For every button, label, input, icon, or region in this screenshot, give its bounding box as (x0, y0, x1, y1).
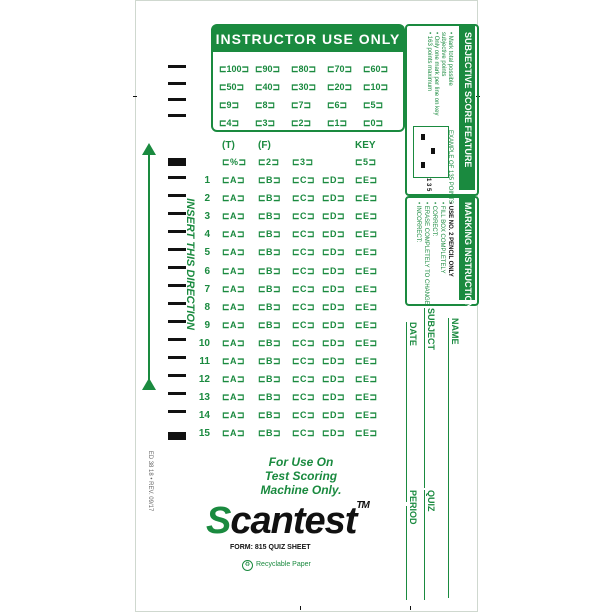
answer-bubble[interactable]: ⊏A⊐ (222, 337, 246, 348)
answer-bubble[interactable]: ⊏D⊐ (322, 175, 346, 185)
answer-bubble[interactable]: ⊏D⊐ (322, 337, 346, 348)
answer-bubble[interactable]: ⊏D⊐ (322, 356, 346, 366)
answer-bubble[interactable]: ⊏D⊐ (322, 410, 346, 421)
answer-bubble[interactable]: ⊏E⊐ (355, 265, 378, 276)
question-number: 13 (198, 392, 210, 404)
marking-line: • ERASE COMPLETELY TO CHANGE (423, 202, 429, 305)
answer-bubble[interactable]: ⊏A⊐ (222, 175, 246, 185)
answer-bubble[interactable]: ⊏C⊐ (292, 319, 316, 330)
for-use-line: Machine Only. (260, 483, 342, 497)
timing-mark (168, 98, 186, 101)
form-label: FORM: 815 QUIZ SHEET (230, 544, 311, 551)
instructor-score-bubble[interactable]: ⊏100⊐ (219, 64, 250, 74)
example-mark (431, 148, 435, 154)
answer-bubble[interactable]: ⊏B⊐ (258, 319, 282, 330)
quiz-field-label: QUIZ (426, 490, 436, 512)
answer-bubble[interactable]: ⊏D⊐ (322, 319, 346, 330)
answer-bubble[interactable]: ⊏E⊐ (355, 175, 378, 185)
for-use-note (255, 455, 347, 497)
answer-bubble[interactable]: ⊏B⊐ (258, 428, 282, 439)
answer-bubble[interactable]: ⊏C⊐ (292, 193, 316, 204)
instructor-score-bubble[interactable]: ⊏30⊐ (291, 82, 317, 92)
subjective-example-values: 1 3 5 (425, 178, 431, 192)
arrow-line (148, 150, 150, 390)
instructor-score-bubble[interactable]: ⊏3⊐ (255, 118, 276, 128)
answer-bubble[interactable]: ⊏E⊐ (355, 428, 378, 439)
subjective-score-panel (405, 24, 479, 205)
instructor-score-bubble[interactable]: ⊏90⊐ (255, 64, 281, 74)
answer-bubble[interactable]: ⊏B⊐ (258, 247, 282, 258)
answer-bubble[interactable]: ⊏C⊐ (292, 175, 316, 185)
answer-bubble[interactable]: ⊏C⊐ (292, 283, 316, 294)
marking-instructions-panel (405, 196, 479, 315)
subject-field-label: SUBJECT (426, 308, 436, 351)
timing-mark (168, 114, 186, 117)
answer-bubble[interactable]: ⊏D⊐ (322, 374, 346, 385)
answer-bubble[interactable]: ⊏E⊐ (355, 193, 378, 204)
answer-bubble[interactable]: ⊏A⊐ (222, 392, 246, 403)
question-number: 14 (198, 410, 210, 422)
answer-bubble[interactable]: ⊏C⊐ (292, 211, 316, 222)
column-header-key: KEY (355, 140, 376, 151)
answer-bubble[interactable]: ⊏D⊐ (322, 301, 346, 312)
instructor-title: INSTRUCTOR USE ONLY (213, 26, 403, 52)
answer-bubble[interactable]: ⊏E⊐ (355, 392, 378, 403)
answer-bubble[interactable]: ⊏C⊐ (292, 428, 316, 439)
answer-bubble[interactable]: ⊏E⊐ (355, 374, 378, 385)
question-number: 10 (198, 337, 210, 349)
insert-direction-label: INSERT THIS DIRECTION (184, 198, 196, 330)
timing-mark (168, 392, 186, 395)
question-number: 9 (204, 319, 210, 331)
quiz-field-line[interactable] (424, 490, 425, 600)
question-number: 11 (199, 356, 210, 367)
answer-bubble[interactable]: ⊏B⊐ (258, 410, 282, 421)
instructor-score-bubble[interactable]: ⊏8⊐ (255, 100, 276, 110)
instructor-score-bubble[interactable]: ⊏60⊐ (363, 64, 389, 74)
answer-bubble[interactable]: ⊏C⊐ (292, 265, 316, 276)
edge-mark (300, 606, 301, 610)
answer-bubble[interactable]: ⊏D⊐ (322, 283, 346, 294)
date-field-line[interactable] (406, 322, 407, 502)
answer-bubble[interactable]: ⊏E⊐ (355, 229, 378, 240)
column-header-false: (F) (258, 140, 271, 151)
answer-bubble[interactable]: ⊏E⊐ (355, 247, 378, 258)
answer-bubble[interactable]: ⊏D⊐ (322, 247, 346, 258)
answer-bubble[interactable]: ⊏E⊐ (355, 301, 378, 312)
answer-bubble[interactable]: ⊏A⊐ (222, 283, 246, 294)
instructor-score-bubble[interactable]: ⊏80⊐ (291, 64, 317, 74)
answer-bubble[interactable]: ⊏A⊐ (222, 247, 246, 258)
answer-bubble[interactable]: ⊏B⊐ (258, 301, 282, 312)
arrow-up-icon (142, 378, 156, 390)
answer-bubble[interactable]: ⊏C⊐ (292, 229, 316, 240)
answer-bubble[interactable]: ⊏B⊐ (258, 211, 282, 222)
answer-bubble[interactable]: ⊏A⊐ (222, 319, 246, 330)
instructor-score-bubble[interactable]: ⊏5⊐ (363, 100, 384, 110)
question-number: 4 (204, 229, 210, 241)
edge-mark (410, 606, 411, 610)
answer-bubble[interactable]: ⊏B⊐ (258, 337, 282, 348)
answer-bubble[interactable]: ⊏E⊐ (355, 337, 378, 348)
answer-bubble[interactable]: ⊏C⊐ (292, 392, 316, 403)
answer-bubble[interactable]: ⊏A⊐ (222, 410, 246, 421)
instructor-score-bubble[interactable]: ⊏2⊐ (291, 118, 312, 128)
answer-bubble[interactable]: ⊏D⊐ (322, 193, 346, 204)
timing-mark (168, 176, 186, 179)
answer-bubble[interactable]: ⊏C⊐ (292, 337, 316, 348)
column-header-true: (T) (222, 140, 235, 151)
answer-bubble[interactable]: ⊏B⊐ (258, 265, 282, 276)
name-field-label: NAME (450, 318, 460, 345)
answer-bubble[interactable]: ⊏A⊐ (222, 193, 246, 204)
timing-mark (168, 158, 186, 166)
subjective-note: • Mark total possible (447, 32, 453, 86)
timing-mark (168, 356, 186, 359)
answer-bubble[interactable]: ⊏A⊐ (222, 211, 246, 222)
answer-bubble[interactable]: ⊏D⊐ (322, 229, 346, 240)
timing-mark (168, 65, 186, 68)
question-number: 12 (198, 374, 210, 386)
answer-bubble[interactable]: ⊏A⊐ (222, 374, 246, 385)
answer-bubble[interactable]: ⊏A⊐ (222, 229, 246, 240)
marking-title: MARKING INSTRUCTIONS (463, 202, 473, 315)
answer-bubble[interactable]: ⊏C⊐ (292, 410, 316, 421)
key-bubble[interactable]: ⊏%⊐ (222, 157, 247, 167)
answer-bubble[interactable]: ⊏A⊐ (222, 428, 246, 439)
answer-bubble[interactable]: ⊏C⊐ (292, 356, 316, 366)
answer-bubble[interactable]: ⊏C⊐ (292, 247, 316, 258)
instructor-score-bubble[interactable]: ⊏40⊐ (255, 82, 281, 92)
subjective-example: EXAMPLE OF 135 POINTS (447, 130, 453, 205)
marking-line: • INCORRECT: (415, 202, 421, 243)
answer-bubble[interactable]: ⊏B⊐ (258, 193, 282, 204)
instructor-score-bubble[interactable]: ⊏4⊐ (219, 118, 240, 128)
instructor-score-bubble[interactable]: ⊏6⊐ (327, 100, 348, 110)
question-number: 2 (204, 193, 210, 205)
question-number: 6 (204, 265, 210, 277)
edge-mark (133, 96, 137, 97)
example-mark (421, 134, 425, 140)
answer-bubble[interactable]: ⊏D⊐ (322, 392, 346, 403)
subjective-note: • 163 points maximum (426, 32, 432, 92)
question-number: 8 (204, 301, 210, 313)
timing-mark (168, 374, 186, 377)
instructor-score-bubble[interactable]: ⊏70⊐ (327, 64, 353, 74)
answer-bubble[interactable]: ⊏A⊐ (222, 301, 246, 312)
instructor-use-box (211, 24, 405, 132)
instructor-score-bubble[interactable]: ⊏50⊐ (219, 82, 245, 92)
answer-bubble[interactable]: ⊏C⊐ (292, 301, 316, 312)
answer-bubble[interactable]: ⊏B⊐ (258, 175, 282, 185)
revision-label: ED 38 18 • REV. 09/17 (147, 450, 153, 512)
answer-bubble[interactable]: ⊏A⊐ (222, 356, 246, 366)
answer-bubble[interactable]: ⊏E⊐ (355, 356, 378, 366)
instructor-score-bubble[interactable]: ⊏7⊐ (291, 100, 312, 110)
answer-bubble[interactable]: ⊏D⊐ (322, 211, 346, 222)
instructor-score-bubble[interactable]: ⊏10⊐ (363, 82, 389, 92)
date-field-label: DATE (408, 322, 418, 346)
question-number: 1 (204, 175, 210, 186)
question-number: 15 (198, 428, 210, 440)
timing-mark (168, 82, 186, 85)
answer-bubble[interactable]: ⊏B⊐ (258, 392, 282, 403)
answer-bubble[interactable]: ⊏D⊐ (322, 428, 346, 439)
timing-mark (168, 432, 186, 440)
question-number: 7 (204, 283, 210, 295)
question-number: 5 (204, 247, 210, 259)
subjective-note: subjective points (440, 32, 446, 77)
subjective-title: SUBJECTIVE SCORE FEATURE (463, 32, 473, 168)
answer-bubble[interactable]: ⊏E⊐ (355, 319, 378, 330)
subject-field-line[interactable] (424, 308, 425, 488)
name-field-line[interactable] (448, 318, 449, 598)
for-use-line: Test Scoring (264, 469, 338, 483)
answer-bubble[interactable]: ⊏B⊐ (258, 374, 282, 385)
instructor-score-bubble[interactable]: ⊏20⊐ (327, 82, 353, 92)
for-use-line: For Use On (268, 455, 334, 469)
instructor-score-bubble[interactable]: ⊏0⊐ (363, 118, 384, 128)
instructor-score-bubble[interactable]: ⊏9⊐ (219, 100, 240, 110)
recycle-icon: ♻ (242, 560, 253, 571)
answer-bubble[interactable]: ⊏B⊐ (258, 283, 282, 294)
timing-mark (168, 410, 186, 413)
key-bubble[interactable]: ⊏5⊐ (355, 157, 377, 167)
period-field-line[interactable] (406, 506, 407, 600)
answer-bubble[interactable]: ⊏E⊐ (355, 410, 378, 421)
marking-line: • CORRECT: (431, 202, 437, 237)
answer-bubble[interactable]: ⊏B⊐ (258, 356, 282, 366)
instructor-score-bubble[interactable]: ⊏1⊐ (327, 118, 348, 128)
scantest-logo: Scantest™ (206, 500, 369, 542)
answer-bubble[interactable]: ⊏C⊐ (292, 374, 316, 385)
example-mark (421, 162, 425, 168)
marking-line: • USE NO. 2 PENCIL ONLY (447, 202, 453, 277)
recyclable-note: ♻ Recyclable Paper (242, 560, 311, 571)
subjective-note: • Only one mark per line on key (433, 32, 439, 116)
answer-bubble[interactable]: ⊏B⊐ (258, 229, 282, 240)
question-number: 3 (204, 211, 210, 223)
answer-bubble[interactable]: ⊏E⊐ (355, 211, 378, 222)
answer-bubble[interactable]: ⊏A⊐ (222, 265, 246, 276)
answer-bubble[interactable]: ⊏D⊐ (322, 265, 346, 276)
marking-line: • FILL BOX COMPLETELY (439, 202, 445, 274)
key-bubble[interactable]: ⊏2⊐ (258, 157, 280, 167)
key-bubble[interactable]: ⊏3⊐ (292, 157, 314, 167)
answer-bubble[interactable]: ⊏E⊐ (355, 283, 378, 294)
period-field-label: PERIOD (408, 490, 418, 525)
